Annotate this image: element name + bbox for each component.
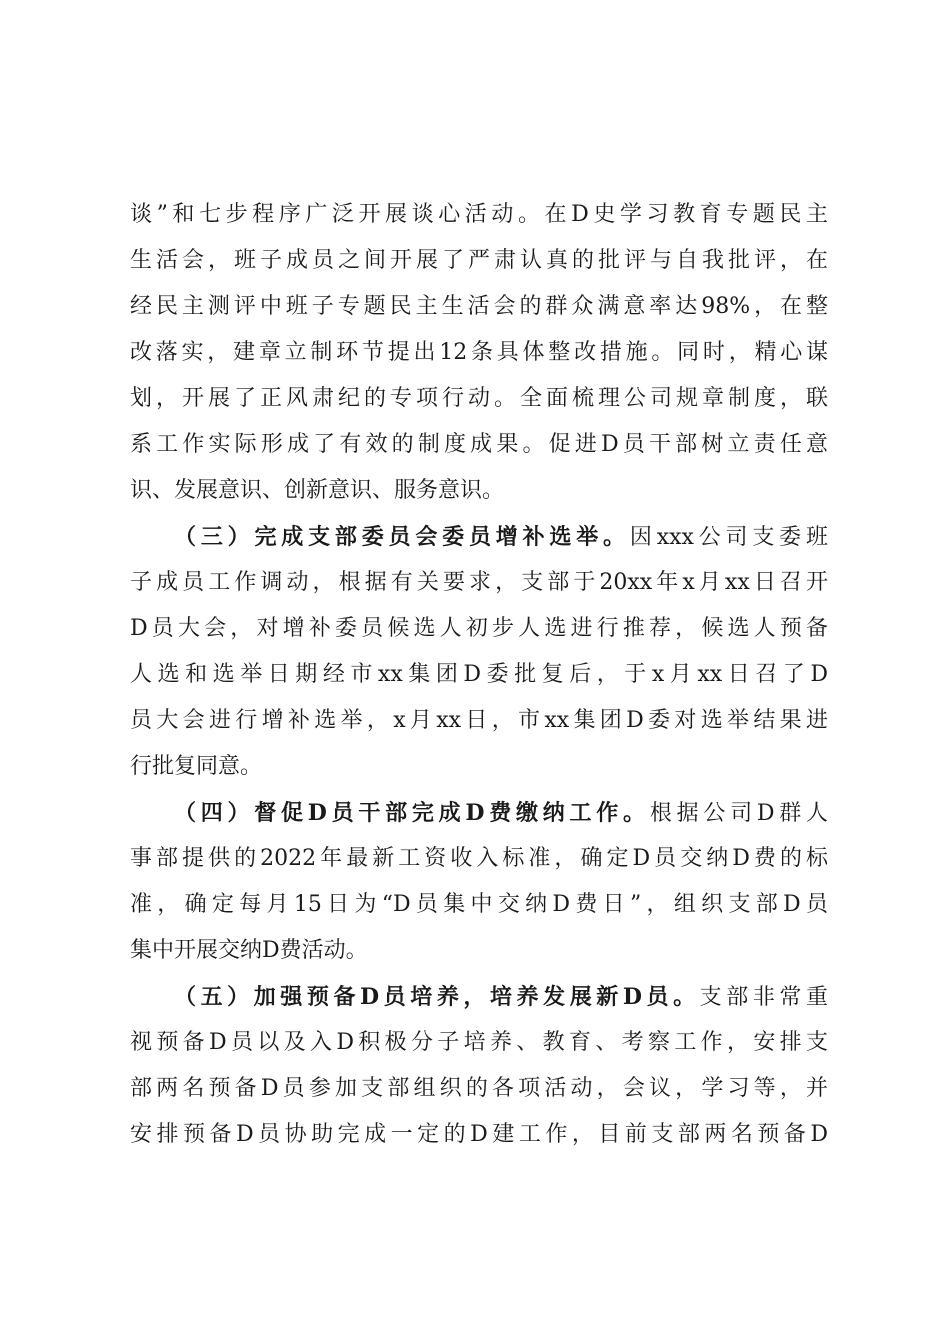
- text-line: 人选和选举日期经市xx集团D委批复后，于x月xx日召了D: [130, 662, 828, 687]
- paragraph-probationary-members: [130, 974, 828, 1158]
- section-heading: （三）完成支部委员会委员增补选举。: [174, 524, 630, 550]
- text-line: 安排预备D员协助完成一定的D建工作，目前支部两名预备D: [130, 1122, 828, 1147]
- text-line: 视预备D员以及入D积极分子培养、教育、考察工作，安排支: [130, 1030, 828, 1055]
- text-line: 谈”和七步程序广泛开展谈心活动。在D史学习教育专题民主: [130, 202, 828, 227]
- text-line: D员大会，对增补委员候选人初步人选进行推荐，候选人预备: [130, 616, 828, 641]
- paragraph-committee-election: [130, 514, 828, 790]
- text-line: 经民主测评中班子专题民主生活会的群众满意率达98%，在整: [130, 294, 828, 319]
- text-line: 员大会进行增补选举，x月xx日，市xx集团D委对选举结果进: [130, 708, 828, 733]
- section-heading: （五）加强预备D员培养，培养发展新D员。: [174, 984, 700, 1010]
- paragraph-democratic-life: [130, 192, 828, 514]
- section-heading: （四）督促D员干部完成D费缴纳工作。: [174, 800, 650, 826]
- text-run: 根据公司D群人: [649, 801, 828, 826]
- text-line: 部两名预备D员参加支部组织的各项活动，会议，学习等，并: [130, 1076, 828, 1101]
- text-line: [130, 974, 828, 1020]
- text-line: [130, 790, 828, 836]
- text-line: 集中开展交纳D费活动。: [130, 938, 368, 963]
- text-line: 子成员工作调动，根据有关要求，支部于20xx年x月xx日召开: [130, 570, 828, 595]
- text-line: 划，开展了正风肃纪的专项行动。全面梳理公司规章制度，联: [130, 386, 828, 411]
- text-line: 行批复同意。: [130, 754, 263, 779]
- text-line: 准，确定每月15日为“D员集中交纳D费日”，组织支部D员: [130, 892, 828, 917]
- text-line: 生活会，班子成员之间开展了严肃认真的批评与自我批评，在: [130, 248, 828, 273]
- text-line: 系工作实际形成了有效的制度成果。促进D员干部树立责任意: [130, 432, 828, 457]
- paragraph-party-dues: [130, 790, 828, 974]
- text-line: 识、发展意识、创新意识、服务意识。: [130, 478, 505, 503]
- text-line: [130, 514, 828, 560]
- text-line: 改落实，建章立制环节提出12条具体整改措施。同时，精心谋: [130, 340, 828, 365]
- document-body: [130, 192, 828, 1158]
- text-run: 支部非常重: [699, 985, 828, 1010]
- text-run: 因xxx公司支委班: [629, 525, 828, 550]
- text-line: 事部提供的2022年最新工资收入标准，确定D员交纳D费的标: [130, 846, 828, 871]
